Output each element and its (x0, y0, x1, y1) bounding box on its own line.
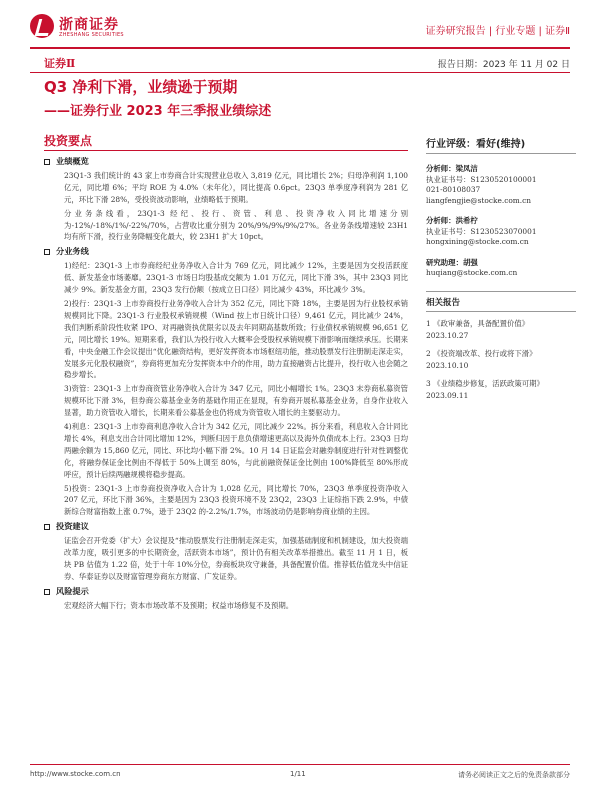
section-heading: 投资要点 (44, 134, 93, 148)
related-report[interactable] (426, 378, 576, 402)
report-title: Q3 净利下滑，业绩逊于预期 (44, 78, 238, 96)
paragraph: 宏观经济大幅下行；资本市场改革不及预期；权益市场修复不及预期。 (64, 600, 294, 610)
section-recommendation (44, 521, 408, 583)
paragraph: 证监会召开党委（扩大）会议提及“推动股票发行注册制走深走实，加强基础制度和机制建设，加大投资端改革力度，吸引更多的中长期资金，活跃资本市场”，预计仍有相关改革举措推出。截至 11 月 1 日，板块 PB 估值为 1.22 倍，处于十年 10%分位，券商板块攻守兼备，具备配置价值。推荐低估值龙头中信证券、华泰证券以及财富管理券商东方财富、广发证券。 (64, 536, 408, 581)
industry-rating: 行业评级：看好(维持) (426, 135, 576, 154)
paragraph: 分业务条线看，23Q1-3 经纪、投行、资管、利息、投资净收入同比增速分别为-12%/-18%/1%/-22%/70%，占营收比重分别为 20%/9%/9%/9%/27%。各业务条线增速较 23H1 均有所下滑，投行业务降幅变化最大，较 23H1 扩大 10pct。 (64, 208, 408, 242)
logo-name: 浙商证券 (59, 17, 119, 33)
analyst-license: 执业证书号：S1230523070001 (426, 226, 537, 236)
paragraph: 2)投行：23Q1-3 上市券商投行业务净收入合计为 352 亿元，同比下降 18%，主要是因为行业股权承销规模同比下降。23Q1-3 行业股权承销规模（Wind 按上市日统计口径）9,461 亿元，同比减少 24%，我们判断系阶段性收紧 IPO、对再融资执优限劣以及去年同期高基数所致；行业债权承销规模 96,651 亿元，同比增长 19%。短期来看，我们认为投行收入大概率会受股权承销规模下滑影响而继续承压。长期来看，中央金融工作会议提出“优化融资结构，更好发挥资本市场枢纽功能，推动股票发行注册制走深走实，发展多元化股权融资”，券商将更加充分发挥资本中介的作用，助力直接融资占比提升，投行收入也会随之稳步增长。 (64, 298, 408, 380)
checkbox-square-icon (44, 159, 50, 165)
related-report[interactable] (426, 318, 576, 342)
analyst-name: 研究助理：胡强 (426, 257, 478, 267)
page-number: 1/11 (290, 770, 306, 778)
logo-english: ZHESHANG SECURITIES (59, 32, 124, 38)
footer-divider (30, 764, 570, 765)
related-report-date: 2023.10.10 (426, 360, 469, 370)
analyst-block (426, 216, 576, 248)
sector-label: 证券Ⅱ (44, 57, 76, 70)
paragraph: 1)经纪：23Q1-3 上市券商经纪业务净收入合计为 769 亿元，同比减少 12%，主要是因为交投活跃度低、新发基金市场萎靡。23Q1-3 市场日均股基成交额为 1.01 万亿元，同比下滑 3%，其中 23Q3 同比减少 9%。新发基金方面，23Q3 发行份额（按成立日口径）同比减少 43%，环比减少 3%。 (64, 261, 408, 295)
related-report-title[interactable]: 1 《政审兼备，具备配置价值》 (426, 318, 530, 328)
analyst-block (426, 258, 576, 279)
related-report-title[interactable]: 2 《投资端改革、投行或将下滑》 (426, 348, 537, 358)
analyst-email[interactable]: hongxining@stocke.com.cn (426, 237, 529, 246)
sub-heading: 分业务线 (44, 246, 408, 258)
related-report[interactable] (426, 348, 576, 372)
paragraph: 23Q1-3 我们统计的 43 家上市券商合计实现营业总收入 3,819 亿元，同比增长 2%；归母净利润 1,100 亿元，同比增 6%；平均 ROE 为 4.0%（未年化），同比提高 0.6pct。23Q3 单季度净利润为 281 亿元，环比下滑 28%，受投资波动影响，业绩略低于预期。 (64, 170, 408, 204)
related-reports-heading: 相关报告 (426, 291, 576, 312)
section-business-lines (44, 246, 408, 518)
sidebar (426, 135, 576, 402)
paragraph: 5)投资：23Q1-3 上市券商投资净收入合计为 1,028 亿元，同比增长 70%，23Q3 单季度投资净收入 207 亿元，环比下滑 36%，主要是因为 23Q3 投资环境不及 23Q2，23Q3 上证综指下跌 2.9%，中债新综合财富指数上涨 0.7%，逊于 23Q2 的-2.2%/1.7%，市场波动仍是影响券商业绩的主因。 (64, 483, 408, 517)
disclaimer-note: 请务必阅读正文之后的免责条款部分 (458, 771, 570, 779)
logo-mark-icon (30, 14, 54, 38)
sub-heading: 投资建议 (44, 521, 408, 533)
analyst-name: 分析师：洪希柠 (426, 216, 478, 225)
related-report-date: 2023.10.27 (426, 330, 469, 340)
analyst-email[interactable]: huqiang@stocke.com.cn (426, 268, 518, 277)
related-report-date: 2023.09.11 (426, 390, 469, 400)
section-overview (44, 156, 408, 243)
sub-heading: 业绩概览 (44, 156, 408, 168)
checkbox-square-icon (44, 589, 50, 595)
report-subtitle: ——证券行业 2023 年三季报业绩综述 (44, 104, 272, 119)
section-risk (44, 586, 408, 612)
analyst-license: 执业证书号：S1230520100001 (426, 174, 537, 184)
related-report-title[interactable]: 3 《业绩稳步修复，活跃政策可期》 (426, 378, 544, 388)
footer-url[interactable]: http://www.stocke.com.cn (30, 770, 121, 778)
analyst-name: 分析师：梁凤洁 (426, 164, 478, 173)
report-category: 证券研究报告 | 行业专题 | 证券Ⅱ (425, 26, 570, 37)
company-logo (30, 12, 150, 42)
report-date: 报告日期：2023 年 11 月 02 日 (437, 60, 570, 70)
analyst-block (426, 164, 576, 206)
paragraph: 4)利息：23Q1-3 上市券商利息净收入合计为 342 亿元，同比减少 22%。拆分来看，利息收入合计同比增长 4%，利息支出合计同比增加 12%，判断归因于息负债增速更高以及海外负债成本上行。23Q3 日均两融余额为 15,860 亿元，同比、环比均小幅下滑 2%。10 月 14 日证监会对融券制度进行针对性调整优化，将融券保证金比例由不得低于 50%上调至 80%，与此前融资保证金比例由 100%降低至 80%形成呼应，预计后续两融规模将稳步提高。 (64, 422, 408, 479)
paragraph: 3)资管：23Q1-3 上市券商资管业务净收入合计为 347 亿元，同比小幅增长 1%。23Q3 末券商私募资管规模环比下滑 3%，但券商公募基金业务的基础作用正在显现，有券商开展私募基金业务，自身作业收入显著，助力资管收入增长，长期来看公募基金也仍将成为资管收入增长的主要驱动力。 (64, 384, 408, 418)
header-divider (30, 47, 570, 49)
checkbox-square-icon (44, 249, 50, 255)
main-content (44, 153, 408, 612)
analyst-phone: 021-80108037 (426, 185, 481, 194)
checkbox-square-icon (44, 524, 50, 530)
title-divider (30, 72, 570, 73)
sub-heading: 风险提示 (44, 586, 408, 598)
section-divider (44, 150, 408, 151)
analyst-email[interactable]: liangfengjie@stocke.com.cn (426, 195, 532, 205)
